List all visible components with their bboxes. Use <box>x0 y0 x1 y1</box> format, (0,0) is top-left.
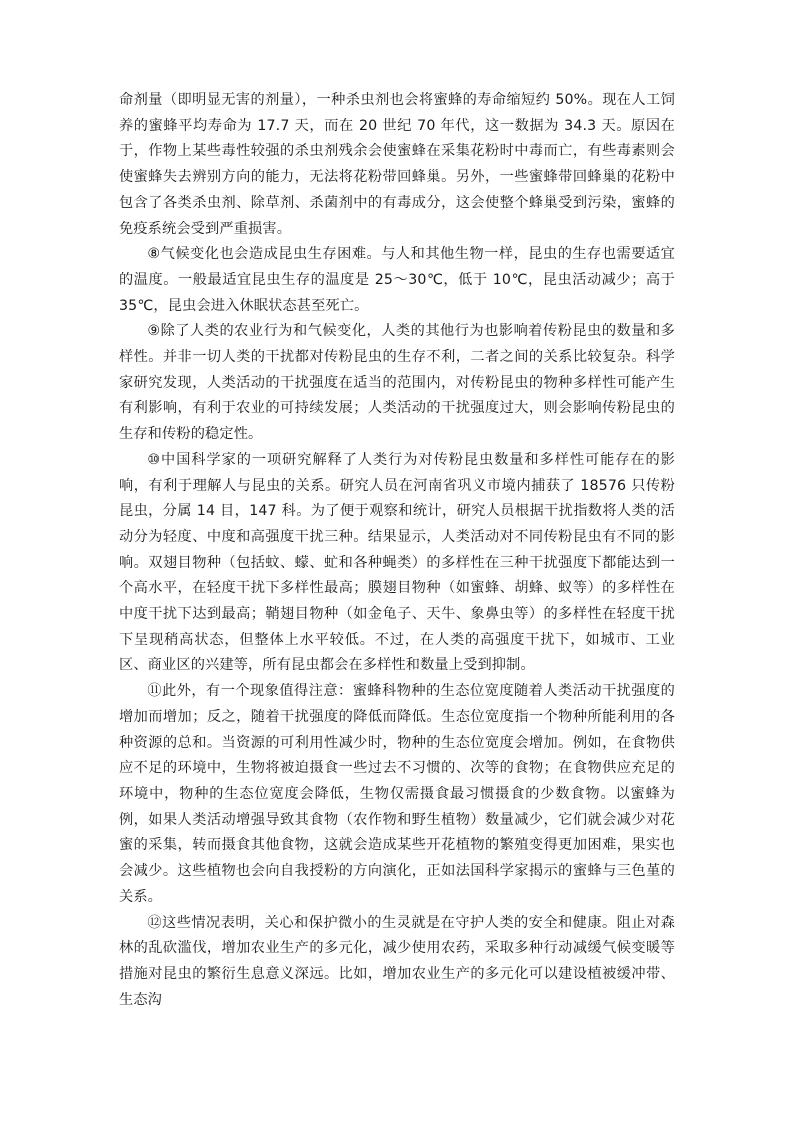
article-body <box>119 88 675 1013</box>
paragraph-12: ⑫这些情况表明，关心和保护微小的生灵就是在守护人类的安全和健康。阻止对森林的乱砍滥伐，增加农业生产的多元化，减少使用农药，采取多种行动减缓气候变暖等措施对昆虫的繁衍生息意义深远。比如，增加农业生产的多元化可以建设植被缓冲带、生态沟 <box>119 914 675 1008</box>
paragraph-10: ⑩中国科学家的一项研究解释了人类行为对传粉昆虫数量和多样性可能存在的影响，有利于理解人与昆虫的关系。研究人员在河南省巩义市境内捕获了 18576 只传粉昆虫，分属 14 目，147 科。为了便于观察和统计，研究人员根据干扰指数将人类的活动分为轻度、中度和高强度干扰三种。结果显示，人类活动对不同传粉昆虫有不同的影响。双翅目物种（包括蚊、蠓、虻和各种蝇类）的多样性在三种干扰强度下都能达到一个高水平，在轻度干扰下多样性最高；膜翅目物种（如蜜蜂、胡蜂、蚁等）的多样性在中度干扰下达到最高；鞘翅目物种（如金龟子、天牛、象鼻虫等）的多样性在轻度干扰下呈现稍高状态，但整体上水平较低。不过，在人类的高强度干扰下，如城市、工业区、商业区的兴建等，所有昆虫都会在多样性和数量上受到抑制。 <box>119 451 675 674</box>
paragraph-8: ⑧气候变化也会造成昆虫生存困难。与人和其他生物一样，昆虫的生存也需要适宜的温度。一般最适宜昆虫生存的温度是 25～30℃，低于 10℃，昆虫活动减少；高于 35℃，昆虫会进入休眠状态甚至死亡。 <box>119 246 675 314</box>
paragraph-9: ⑨除了人类的农业行为和气候变化，人类的其他行为也影响着传粉昆虫的数量和多样性。并非一切人类的干扰都对传粉昆虫的生存不利，二者之间的关系比较复杂。科学家研究发现，人类活动的干扰强度在适当的范围内，对传粉昆虫的物种多样性可能产生有利影响，有利于农业的可持续发展；人类活动的干扰强度过大，则会影响传粉昆虫的生存和传粉的稳定性。 <box>119 323 675 443</box>
paragraph-11: ⑪此外，有一个现象值得注意：蜜蜂科物种的生态位宽度随着人类活动干扰强度的增加而增加；反之，随着干扰强度的降低而降低。生态位宽度指一个物种所能利用的各种资源的总和。当资源的可利用性减少时，物种的生态位宽度会增加。例如，在食物供应不足的环境中，生物将被迫摄食一些过去不习惯的、次等的食物；在食物供应充足的环境中，物种的生态位宽度会降低，生物仅需摄食最习惯摄食的少数食物。以蜜蜂为例，如果人类活动增强导致其食物（农作物和野生植物）数量减少，它们就会减少对花蜜的采集，转而摄食其他食物，这就会造成某些开花植物的繁殖变得更加困难，果实也会减少。这些植物也会向自我授粉的方向演化，正如法国科学家揭示的蜜蜂与三色堇的关系。 <box>119 683 675 905</box>
paragraph-7-continued: 命剂量（即明显无害的剂量），一种杀虫剂也会将蜜蜂的寿命缩短约 50%。现在人工饲养的蜜蜂平均寿命为 17.7 天，而在 20 世纪 70 年代，这一数据为 34.3 天。原因在于，作物上某些毒性较强的杀虫剂残余会使蜜蜂在采集花粉时中毒而亡，有些毒素则会使蜜蜂失去辨别方向的能力，无法将花粉带回蜂巢。另外，一些蜜蜂带回蜂巢的花粉中包含了各类杀虫剂、除草剂、杀菌剂中的有毒成分，这会使整个蜂巢受到污染，蜜蜂的免疫系统会受到严重损害。 <box>119 92 675 237</box>
